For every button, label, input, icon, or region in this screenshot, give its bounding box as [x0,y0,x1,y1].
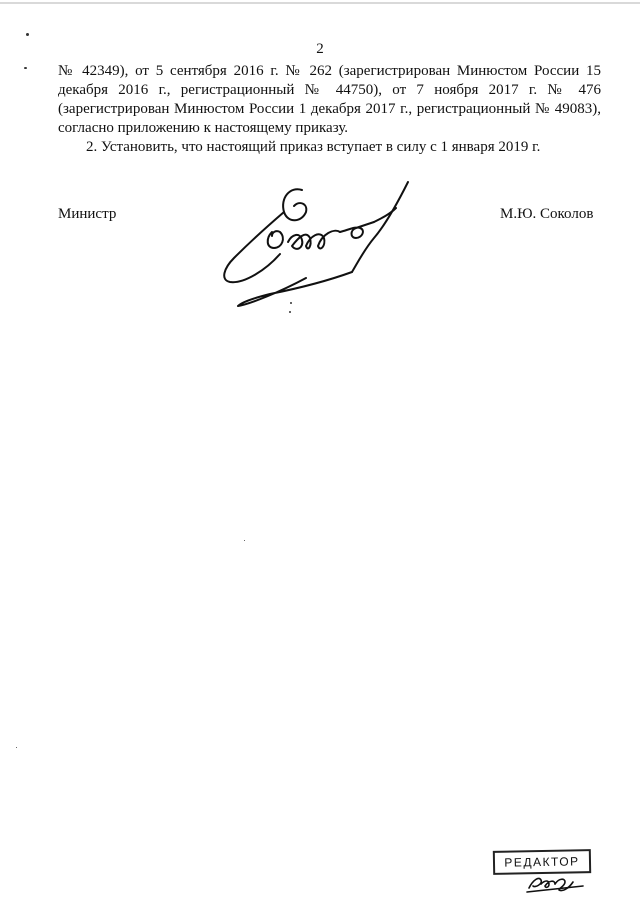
stamp-initials-handwritten [525,868,585,894]
scan-speck [24,67,27,69]
top-border-line [0,2,640,4]
signatory-role: Министр [58,206,117,222]
signatory-name: М.Ю. Соколов [500,206,594,222]
scan-speck [16,747,17,748]
paragraph-continuation: № 42349), от 5 сентября 2016 г. № 262 (зарегистрирован Минюстом России 15 декабря 2016 г., регистрационный № 44750), от 7 ноября 2017 г. № 476 (зарегистрирован Минюстом России 1 декабря 2017 г., регистрационный № 49083), согласно приложению к настоящему приказу. [58,63,601,136]
editor-stamp: РЕДАКТОР [493,849,591,875]
scan-speck [244,540,245,541]
paragraph-effective-date: 2. Установить, что настоящий приказ вступает в силу с 1 января 2019 г. [86,139,541,155]
scan-speck [290,302,292,304]
body-text [58,62,601,157]
handwritten-signature [210,172,430,322]
page-number: 2 [316,41,324,57]
scan-speck [26,33,29,36]
scan-speck [289,311,291,313]
